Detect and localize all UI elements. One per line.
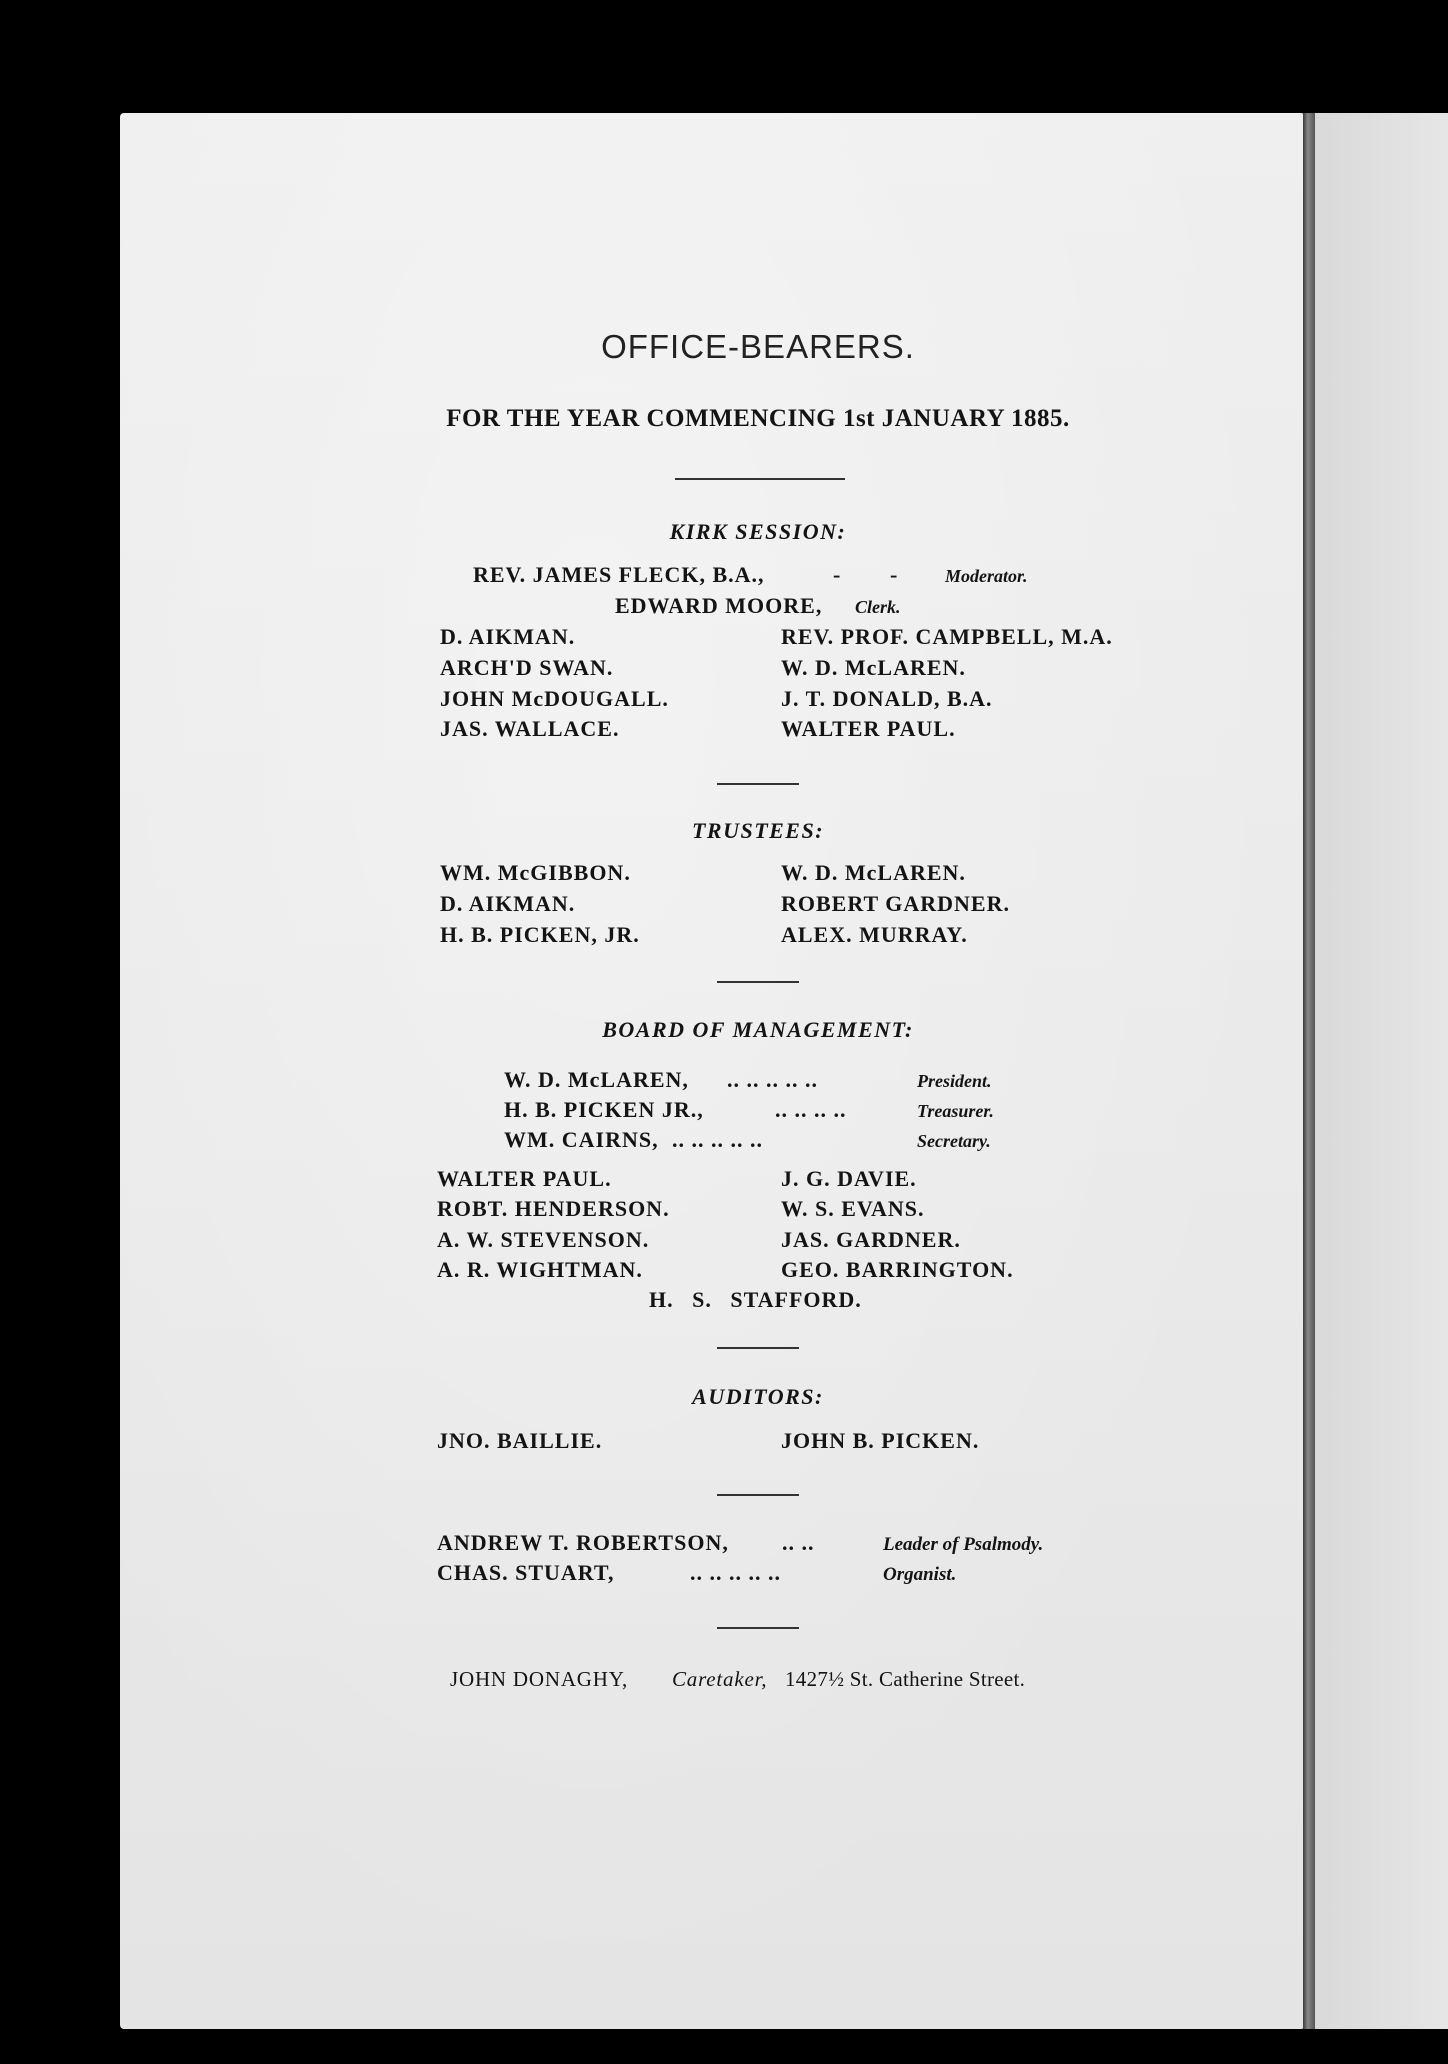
trustee-right-3: ALEX. MURRAY. [781, 922, 968, 947]
kirk-left-1: D. AIKMAN. [440, 624, 576, 649]
board-last-member: H. S. STAFFORD. [649, 1287, 862, 1312]
moderator-dash-1: - [833, 562, 842, 587]
board-officer-dots-3: .. .. .. .. .. [672, 1127, 763, 1152]
kirk-right-1: REV. PROF. CAMPBELL, M.A. [781, 624, 1113, 649]
book-spine [1303, 113, 1315, 2029]
page-title: OFFICE-BEARERS. [601, 328, 915, 365]
board-officer-name-1: W. D. McLAREN, [504, 1067, 689, 1092]
auditor-left: JNO. BAILLIE. [437, 1428, 603, 1453]
board-officer-title-3: Secretary. [917, 1131, 991, 1151]
kirk-right-3: J. T. DONALD, B.A. [781, 686, 993, 711]
board-officer-title-1: President. [917, 1071, 992, 1091]
board-left-2: ROBT. HENDERSON. [437, 1196, 670, 1221]
divider [717, 1347, 799, 1349]
board-officer-name-2: H. B. PICKEN JR., [504, 1097, 704, 1122]
divider [717, 783, 799, 785]
board-right-4: GEO. BARRINGTON. [781, 1257, 1014, 1282]
board-right-1: J. G. DAVIE. [781, 1166, 917, 1191]
board-officer-name-3: WM. CAIRNS, [504, 1127, 659, 1152]
organist-name: CHAS. STUART, [437, 1560, 615, 1585]
kirk-right-4: WALTER PAUL. [781, 716, 956, 741]
document-page [120, 113, 1305, 2029]
auditors-heading: AUDITORS: [692, 1384, 824, 1409]
board-left-4: A. R. WIGHTMAN. [437, 1257, 643, 1282]
clerk-title: Clerk. [855, 597, 901, 617]
board-officer-dots-1: .. .. .. .. .. [727, 1067, 818, 1092]
divider [675, 478, 845, 480]
board-left-1: WALTER PAUL. [437, 1166, 612, 1191]
divider [717, 981, 799, 983]
trustee-right-1: W. D. McLAREN. [781, 860, 966, 885]
kirk-session-heading: KIRK SESSION: [669, 519, 847, 544]
board-right-3: JAS. GARDNER. [781, 1227, 961, 1252]
caretaker-name: JOHN DONAGHY, [450, 1667, 629, 1691]
psalmody-leader-dots: .. .. [782, 1530, 815, 1555]
organist-dots: .. .. .. .. .. [690, 1560, 781, 1585]
trustee-left-1: WM. McGIBBON. [440, 860, 631, 885]
kirk-left-3: JOHN McDOUGALL. [440, 686, 669, 711]
divider [717, 1494, 799, 1496]
auditor-right: JOHN B. PICKEN. [781, 1428, 980, 1453]
psalmody-leader-title: Leader of Psalmody. [883, 1534, 1044, 1555]
moderator-dash-2: - [890, 562, 899, 587]
kirk-right-2: W. D. McLAREN. [781, 655, 966, 680]
kirk-left-2: ARCH'D SWAN. [440, 655, 614, 680]
board-officer-dots-2: .. .. .. .. [775, 1097, 847, 1122]
kirk-left-4: JAS. WALLACE. [440, 716, 620, 741]
page-subtitle: FOR THE YEAR COMMENCING 1st JANUARY 1885. [446, 405, 1070, 432]
board-officer-title-2: Treasurer. [917, 1101, 994, 1121]
board-heading: BOARD OF MANAGEMENT: [602, 1017, 914, 1042]
board-left-3: A. W. STEVENSON. [437, 1227, 650, 1252]
caretaker-title: Caretaker, [672, 1667, 768, 1691]
psalmody-leader-name: ANDREW T. ROBERTSON, [437, 1530, 729, 1555]
board-right-2: W. S. EVANS. [781, 1196, 925, 1221]
trustees-heading: TRUSTEES: [691, 818, 825, 843]
trustee-left-2: D. AIKMAN. [440, 891, 576, 916]
moderator-title: Moderator. [945, 566, 1028, 586]
divider [717, 1627, 799, 1629]
organist-title: Organist. [883, 1564, 957, 1585]
caretaker-address: 1427½ St. Catherine Street. [785, 1667, 1026, 1691]
facing-page-edge [1315, 113, 1448, 2029]
moderator-name: REV. JAMES FLECK, B.A., [473, 562, 765, 587]
trustee-right-2: ROBERT GARDNER. [781, 891, 1010, 916]
trustee-left-3: H. B. PICKEN, JR. [440, 922, 640, 947]
clerk-name: EDWARD MOORE, [615, 593, 823, 618]
